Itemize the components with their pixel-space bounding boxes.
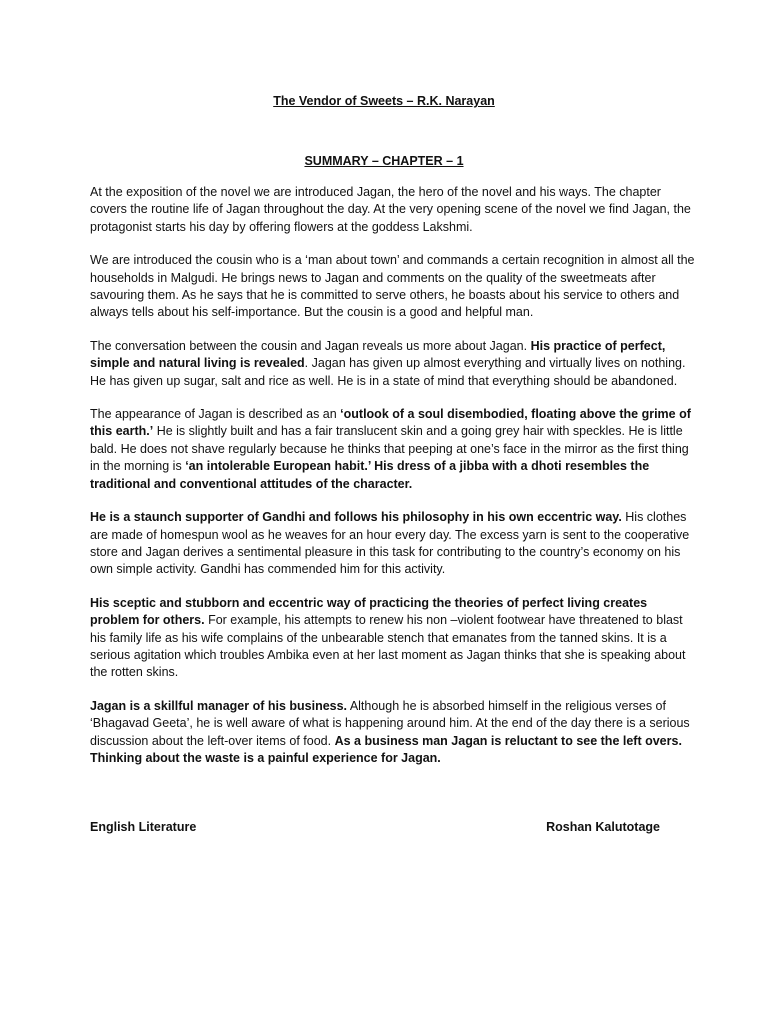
paragraph-5 bbox=[90, 509, 695, 579]
paragraph-6-text-a: For example, his attempts to renew his non –violent footwear have threatened to blast his family life as his wife complains of the unbearable stench that emanates from the tanned skins. It is a serious agitation which troubles Ambika even at her last moment as Jagan thinks that she is speaking about the rotten skins. bbox=[90, 613, 686, 680]
paragraph-7-bold-b: As a business man Jagan is reluctant to see the left overs. Thinking about the waste is a painful experience for Jagan. bbox=[90, 733, 682, 765]
footer-subject: English Literature bbox=[90, 820, 197, 834]
document-title: The Vendor of Sweets – R.K. Narayan bbox=[273, 94, 495, 108]
paragraph-2 bbox=[90, 252, 695, 322]
paragraph-4-text-b: He is slightly built and has a fair translucent skin and a going grey hair with speckles. He is little bald. He does not shave regularly because he thinks that peeping at one’s face in the mirror as the first thing in the morning is bbox=[90, 424, 689, 474]
paragraph-6 bbox=[90, 595, 695, 682]
paragraph-4-bold-a: ‘outlook of a soul disembodied, floating above the grime of this earth.’ bbox=[90, 407, 691, 439]
paragraph-4-bold-b: ‘an intolerable European habit.’ His dress of a jibba with a dhoti resembles the traditional and conventional attitudes of the character. bbox=[90, 459, 650, 491]
document-body bbox=[90, 184, 695, 783]
paragraph-3-text-a: The conversation between the cousin and Jagan reveals us more about Jagan. bbox=[90, 338, 531, 353]
paragraph-5-bold-a: He is a staunch supporter of Gandhi and follows his philosophy in his own eccentric way. bbox=[90, 510, 622, 525]
paragraph-3 bbox=[90, 338, 695, 390]
paragraph-3-bold-a: His practice of perfect, simple and natural living is revealed bbox=[90, 338, 666, 371]
footer-author: Roshan Kalutotage bbox=[546, 820, 660, 834]
paragraph-6-bold-a: His sceptic and stubborn and eccentric way of practicing the theories of perfect living creates problem for others. bbox=[90, 595, 648, 628]
paragraph-7-bold-a: Jagan is a skillful manager of his business. bbox=[90, 698, 348, 713]
paragraph-1 bbox=[90, 184, 695, 236]
paragraph-1-text: At the exposition of the novel we are introduced Jagan, the hero of the novel and his ways. The chapter covers the routine life of Jagan throughout the day. At the very opening scene of the novel we find Jagan, the protagonist starts his day by offering flowers at the goddess Lakshmi. bbox=[90, 185, 691, 234]
paragraph-4 bbox=[90, 406, 695, 493]
paragraph-7 bbox=[90, 698, 695, 768]
document-subtitle: SUMMARY – CHAPTER – 1 bbox=[304, 154, 464, 168]
paragraph-2-text: We are introduced the cousin who is a ‘man about town’ and commands a certain recognition in almost all the households in Malgudi. He brings news to Jagan and comments on the quality of the sweetmeats after savouring them. As he says that he is committed to serve others, he boasts about his service to others and always tells about his self-importance. But the cousin is a good and helpful man. bbox=[90, 253, 695, 320]
paragraph-4-text-a: The appearance of Jagan is described as an bbox=[90, 407, 341, 422]
paragraph-5-text-a: His clothes are made of homespun wool as he weaves for an hour every day. The excess yarn is sent to the cooperative store and Jagan derives a sentimental pleasure in this task for contributing to the country’s economy on his own simple activity. Gandhi has commended him for this activity. bbox=[90, 510, 690, 577]
paragraph-3-text-b: . Jagan has given up almost everything and virtually lives on nothing. He has given up sugar, salt and rice as well. He is in a state of mind that everything should be abandoned. bbox=[90, 356, 686, 388]
paragraph-7-text-a: Although he is absorbed himself in the religious verses of ‘Bhagavad Geeta’, he is well aware of what is happening around him. At the end of the day there is a serious discussion about the left-over items of food. bbox=[90, 698, 690, 748]
